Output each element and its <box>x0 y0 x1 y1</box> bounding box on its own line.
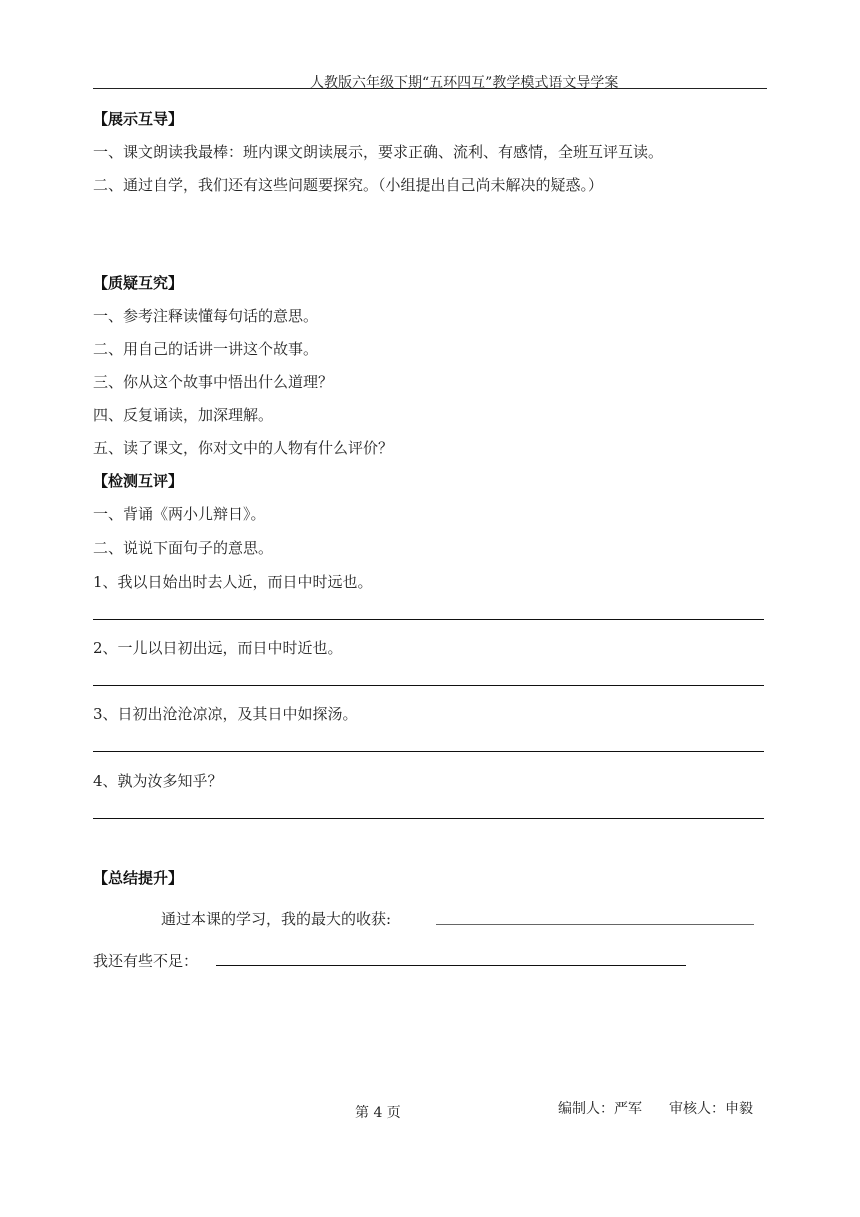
sentence-3: 3、日初出沧沧凉凉，及其日中如探汤。 <box>93 705 358 723</box>
jiance-item-1: 一、背诵《两小儿辩日》。 <box>93 505 266 523</box>
answer-line-1[interactable] <box>93 619 764 620</box>
zhiyi-item-5: 五、读了课文，你对文中的人物有什么评价？ <box>93 439 394 457</box>
gain-label: 通过本课的学习，我的最大的收获: <box>161 910 392 928</box>
zhanshi-item-1: 一、课文朗读我最棒：班内课文朗读展示，要求正确、流利、有感情，全班互评互读。 <box>93 143 664 161</box>
answer-line-3[interactable] <box>93 751 764 752</box>
page-header-title: 人教版六年级下期“五环四互”教学模式语文导学案 <box>310 75 619 91</box>
gain-blank[interactable] <box>436 924 754 925</box>
section-title-jiance: 【检测互评】 <box>93 472 184 490</box>
zhiyi-item-3: 三、你从这个故事中悟出什么道理？ <box>93 373 334 391</box>
header-rule <box>93 88 767 89</box>
reviewer-credit: 审核人：申毅 <box>669 1101 753 1117</box>
lack-label: 我还有些不足： <box>93 952 199 970</box>
jiance-item-2: 二、说说下面句子的意思。 <box>93 539 274 557</box>
sentence-1: 1、我以日始出时去人近，而日中时远也。 <box>93 573 373 591</box>
zhiyi-item-2: 二、用自己的话讲一讲这个故事。 <box>93 340 319 358</box>
section-title-zongjie: 【总结提升】 <box>93 869 184 887</box>
editor-credit: 编制人：严军 <box>558 1101 642 1117</box>
zhanshi-item-2: 二、通过自学，我们还有这些问题要探究。（小组提出自己尚未解决的疑惑。） <box>93 176 604 194</box>
page-number: 第 4 页 <box>355 1105 401 1121</box>
section-title-zhiyi: 【质疑互究】 <box>93 274 184 292</box>
answer-line-4[interactable] <box>93 818 764 819</box>
sentence-2: 2、一儿以日初出远，而日中时近也。 <box>93 639 343 657</box>
lack-blank[interactable] <box>216 965 686 966</box>
zhiyi-item-1: 一、参考注释读懂每句话的意思。 <box>93 307 319 325</box>
answer-line-2[interactable] <box>93 685 764 686</box>
zhiyi-item-4: 四、反复诵读，加深理解。 <box>93 406 274 424</box>
section-title-zhanshi: 【展示互导】 <box>93 110 184 128</box>
sentence-4: 4、孰为汝多知乎？ <box>93 772 223 790</box>
